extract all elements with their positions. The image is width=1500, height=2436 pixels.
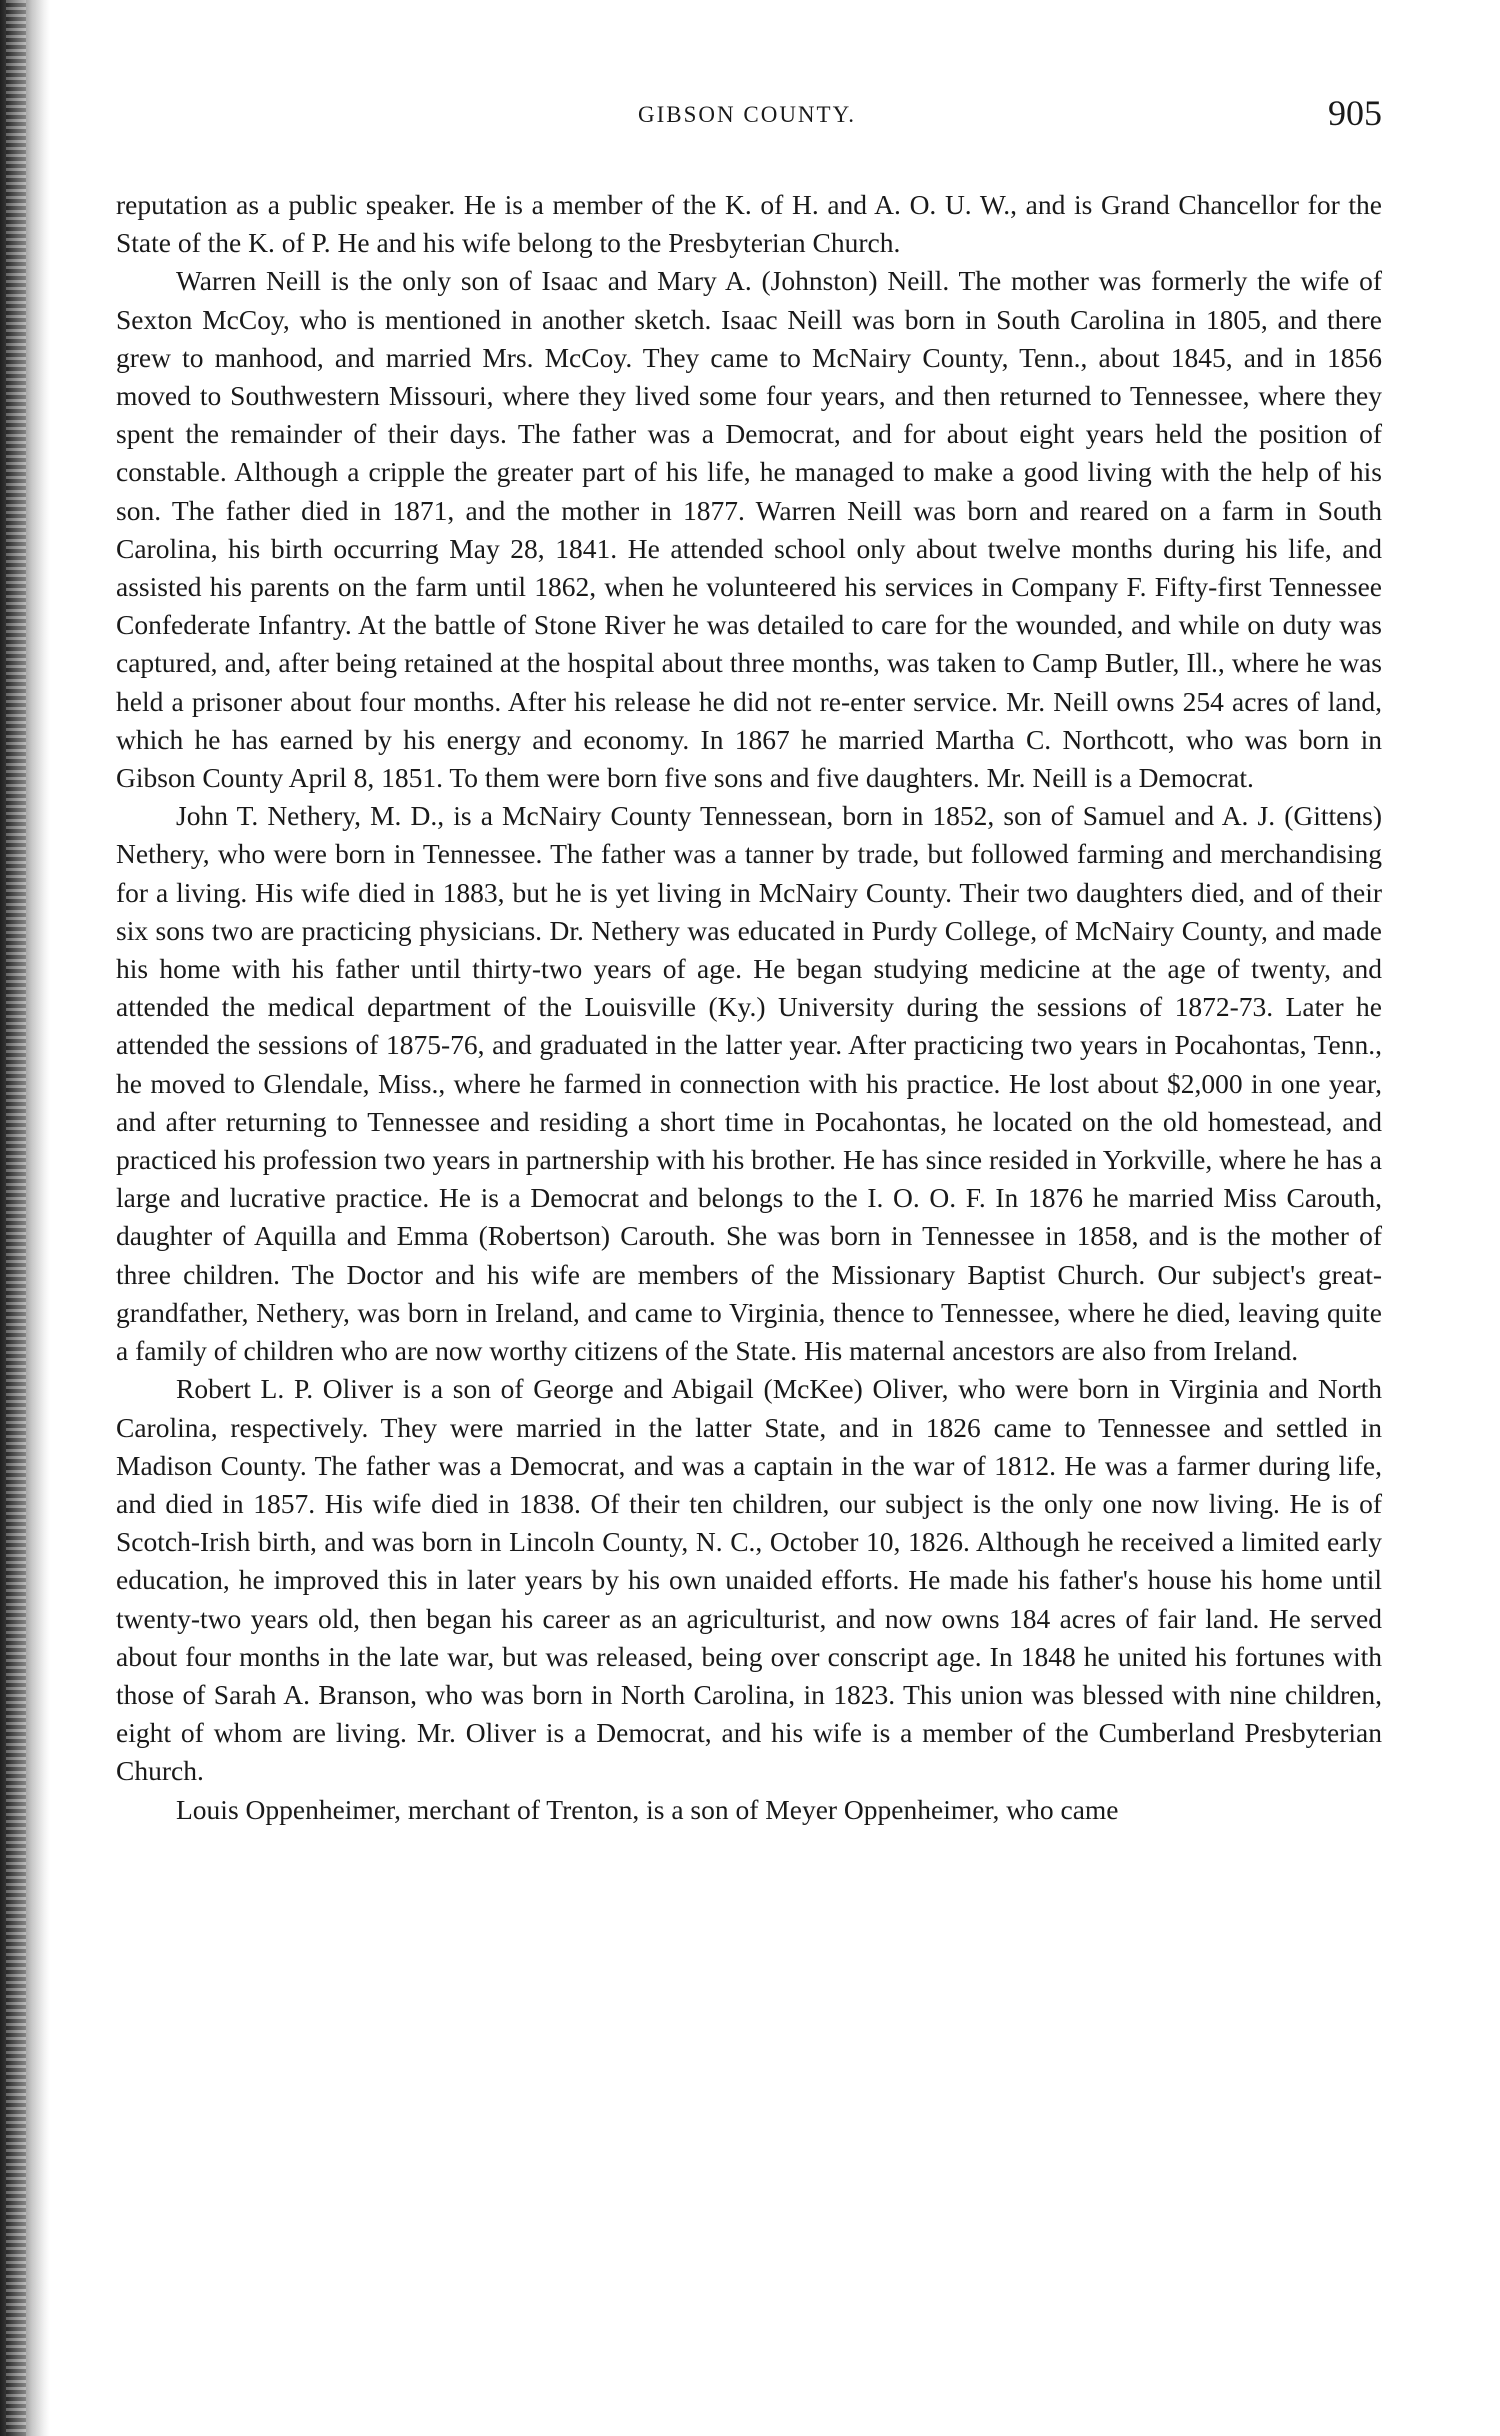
running-title: GIBSON COUNTY. <box>638 102 856 127</box>
paragraph-robert-oliver: Robert L. P. Oliver is a son of George and Abigail (McKee) Oliver, who were born in Virginia and North Carolina, respectively. They were married in the latter State, and in 1826 came to Tennessee and settled in Madison County. The father was a Democrat, and was a captain in the war of 1812. He was a farmer during life, and died in 1857. His wife died in 1838. Of their ten children, our subject is the only one now living. He is of Scotch-Irish birth, and was born in Lincoln County, N. C., October 10, 1826. Although he received a limited early education, he improved this in later years by his own unaided efforts. He made his father's house his home until twenty-two years old, then began his career as an agriculturist, and now owns 184 acres of fair land. He served about four months in the late war, but was released, being over conscript age. In 1848 he united his fortunes with those of Sarah A. Branson, who was born in North Carolina, in 1823. This union was blessed with nine children, eight of whom are living. Mr. Oliver is a Democrat, and his wife is a member of the Cumberland Presbyterian Church. <box>116 1373 1382 1787</box>
page-number: 905 <box>1328 93 1382 133</box>
paragraph-john-nethery: John T. Nethery, M. D., is a McNairy County Tennessean, born in 1852, son of Samuel and A. J. (Gittens) Nethery, who were born in Tennessee. The father was a tanner by trade, but followed farming and merchandising for a living. His wife died in 1883, but he is yet living in McNairy County. Their two daughters died, and of their six sons two are practicing physicians. Dr. Nethery was educated in Purdy College, of McNairy County, and made his home with his father until thirty-two years of age. He began studying medicine at the age of twenty, and attended the medical department of the Louisville (Ky.) University during the sessions of 1872-73. Later he attended the sessions of 1875-76, and graduated in the latter year. After practicing two years in Pocahontas, Tenn., he moved to Glendale, Miss., where he farmed in connection with his practice. He lost about $2,000 in one year, and after returning to Tennessee and residing a short time in Pocahontas, he located on the old homestead, and practiced his profession two years in partnership with his brother. He has since resided in Yorkville, where he has a large and lucrative practice. He is a Democrat and belongs to the I. O. O. F. In 1876 he married Miss Carouth, daughter of Aquilla and Emma (Robertson) Carouth. She was born in Tennessee in 1858, and is the mother of three children. The Doctor and his wife are members of the Missionary Baptist Church. Our subject's great-grandfather, Nethery, was born in Ireland, and came to Virginia, thence to Tennessee, where he died, leaving quite a family of children who are now worthy citizens of the State. His maternal ancestors are also from Ireland. <box>116 800 1382 1367</box>
paragraph-warren-neill: Warren Neill is the only son of Isaac and Mary A. (Johnston) Neill. The mother was formerly the wife of Sexton McCoy, who is mentioned in another sketch. Isaac Neill was born in South Carolina in 1805, and there grew to manhood, and married Mrs. McCoy. They came to McNairy County, Tenn., about 1845, and in 1856 moved to Southwestern Missouri, where they lived some four years, and then returned to Tennessee, where they spent the remainder of their days. The father was a Democrat, and for about eight years held the position of constable. Although a cripple the greater part of his life, he managed to make a good living with the help of his son. The father died in 1871, and the mother in 1877. Warren Neill was born and reared on a farm in South Carolina, his birth occurring May 28, 1841. He attended school only about twelve months during his life, and assisted his parents on the farm until 1862, when he volunteered his services in Company F. Fifty-first Tennessee Confederate Infantry. At the battle of Stone River he was detailed to care for the wounded, and while on duty was captured, and, after being retained at the hospital about three months, was taken to Camp Butler, Ill., where he was held a prisoner about four months. After his release he did not re-enter service. Mr. Neill owns 254 acres of land, which he has earned by his energy and economy. In 1867 he married Martha C. Northcott, who was born in Gibson County April 8, 1851. To them were born five sons and five daughters. Mr. Neill is a Democrat. <box>116 265 1382 794</box>
scan-binding-edge <box>0 0 50 2436</box>
page-body <box>116 186 1382 1829</box>
running-header <box>112 92 1382 142</box>
paragraph-continuation: reputation as a public speaker. He is a member of the K. of H. and A. O. U. W., and is Grand Chancellor for the State of the K. of P. He and his wife belong to the Presbyterian Church. <box>116 189 1382 259</box>
paragraph-louis-oppenheimer: Louis Oppenheimer, merchant of Trenton, is a son of Meyer Oppenheimer, who came <box>176 1793 1119 1825</box>
